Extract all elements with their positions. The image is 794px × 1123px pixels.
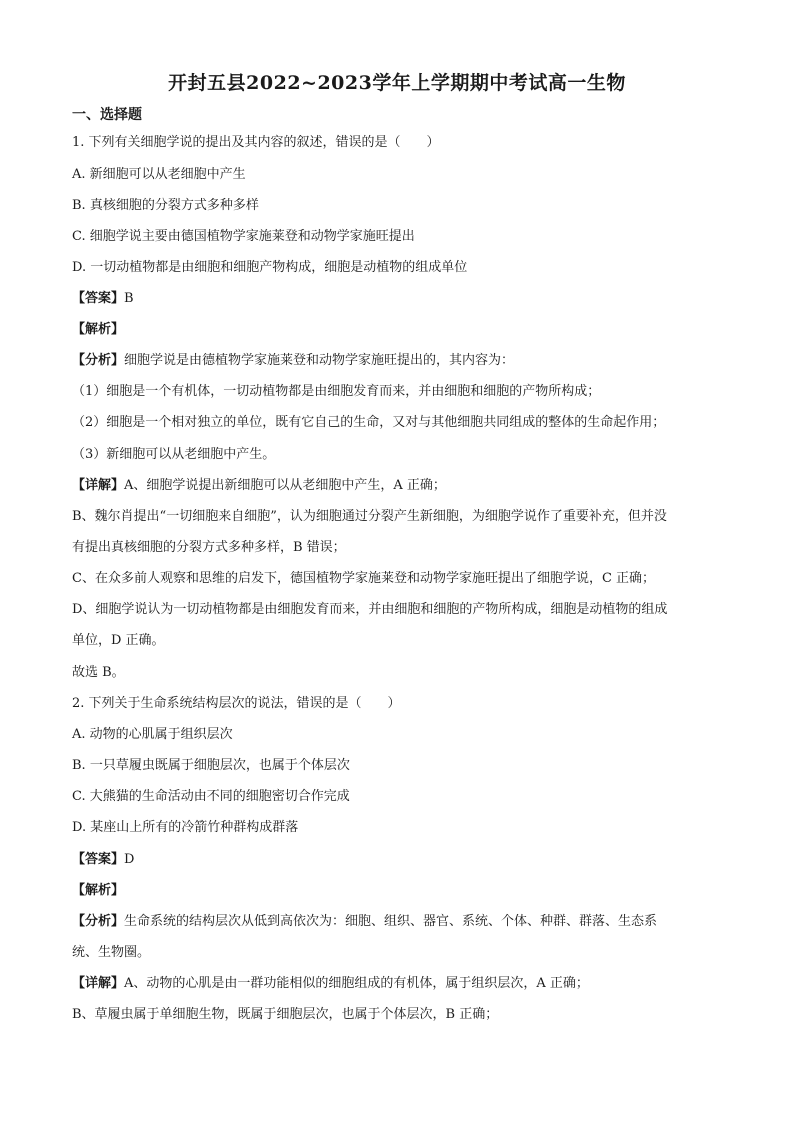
line-text: D. 某座山上所有的冷箭竹种群构成群落 — [72, 820, 299, 835]
answer-line — [72, 853, 134, 866]
text-line — [72, 634, 165, 647]
text-line — [72, 261, 467, 274]
line-tag: 【分析】 — [72, 353, 125, 368]
text-line — [72, 448, 275, 461]
text-line — [72, 385, 600, 398]
text-line — [72, 977, 589, 990]
text-line — [72, 790, 350, 803]
line-text: B、草履虫属于单细胞生物，既属于细胞层次，也属于个体层次，B 正确； — [72, 1007, 499, 1022]
analysis-heading — [72, 323, 124, 336]
text-line — [72, 416, 665, 429]
line-text: 统、生物圈。 — [72, 945, 151, 960]
text-line — [72, 946, 150, 959]
line-text: 生命系统的结构层次从低到高依次为：细胞、组织、器官、系统、个体、种群、群落、生态系 — [124, 914, 658, 929]
line-tag: 【分析】 — [72, 914, 125, 929]
line-tag: 【详解】 — [72, 478, 125, 493]
page-title: 开封五县2022~2023学年上学期期中考试高一生物 — [168, 72, 626, 94]
section-heading: 一、选择题 — [72, 107, 142, 123]
line-text: （3）新细胞可以从老细胞中产生。 — [72, 447, 276, 462]
line-text: D — [124, 852, 135, 867]
line-tag: 【解析】 — [72, 883, 125, 898]
line-text: D、细胞学说认为一切动植物都是由细胞发育而来，并由细胞和细胞的产物所构成，细胞是动植物的组成 — [72, 602, 668, 617]
line-text: B. 真核细胞的分裂方式多种多样 — [72, 198, 259, 213]
line-text: A. 新细胞可以从老细胞中产生 — [72, 167, 246, 182]
line-text: （1）细胞是一个有机体，一切动植物都是由细胞发育而来，并由细胞和细胞的产物所构成； — [72, 384, 601, 399]
text-line — [72, 666, 125, 679]
text-line — [72, 821, 298, 834]
text-line — [72, 168, 246, 181]
line-tag: 【答案】 — [72, 852, 125, 867]
text-line — [72, 572, 655, 585]
line-text: 1. 下列有关细胞学说的提出及其内容的叙述，错误的是（ ） — [72, 135, 440, 150]
line-text: C、在众多前人观察和思维的启发下，德国植物学家施莱登和动物学家施旺提出了细胞学说，C 正确； — [72, 571, 656, 586]
text-line — [72, 230, 415, 243]
text-line — [72, 759, 350, 772]
line-text: （2）细胞是一个相对独立的单位，既有它自己的生命，又对与其他细胞共同组成的整体的生命起作用； — [72, 415, 666, 430]
analysis-heading — [72, 884, 124, 897]
text-line — [72, 479, 446, 492]
text-line — [72, 199, 259, 212]
text-line — [72, 728, 233, 741]
line-text: C. 大熊猫的生命活动由不同的细胞密切合作完成 — [72, 789, 350, 804]
text-line — [72, 1008, 498, 1021]
line-text: D. 一切动植物都是由细胞和细胞产物构成，细胞是动植物的组成单位 — [72, 260, 468, 275]
line-text: B — [124, 291, 134, 306]
line-tag: 【详解】 — [72, 976, 125, 991]
line-text: 有提出真核细胞的分裂方式多种多样，B 错误； — [72, 540, 346, 555]
text-line — [72, 603, 667, 616]
line-text: C. 细胞学说主要由德国植物学家施莱登和动物学家施旺提出 — [72, 229, 415, 244]
line-text: 细胞学说是由德植物学家施莱登和动物学家施旺提出的，其内容为： — [124, 353, 515, 368]
line-text: A、细胞学说提出新细胞可以从老细胞中产生，A 正确； — [124, 478, 446, 493]
text-line — [72, 354, 514, 367]
text-line — [72, 136, 440, 149]
question-line — [72, 697, 401, 710]
line-text: 2. 下列关于生命系统结构层次的说法，错误的是（ ） — [72, 696, 401, 711]
text-line — [72, 915, 657, 928]
line-text: B. 一只草履虫既属于细胞层次，也属于个体层次 — [72, 758, 350, 773]
line-text: 单位，D 正确。 — [72, 633, 165, 648]
line-tag: 【答案】 — [72, 291, 125, 306]
line-text: B、魏尔肖提出“一切细胞来自细胞”，认为细胞通过分裂产生新细胞，为细胞学说作了重要补充，但并没 — [72, 509, 667, 524]
line-text: A、动物的心肌是由一群功能相似的细胞组成的有机体，属于组织层次，A 正确； — [124, 976, 589, 991]
text-line — [72, 510, 667, 523]
text-line — [72, 541, 346, 554]
answer-line — [72, 292, 134, 305]
line-text: 故选 B。 — [72, 665, 125, 680]
line-text: A. 动物的心肌属于组织层次 — [72, 727, 233, 742]
line-tag: 【解析】 — [72, 322, 125, 337]
